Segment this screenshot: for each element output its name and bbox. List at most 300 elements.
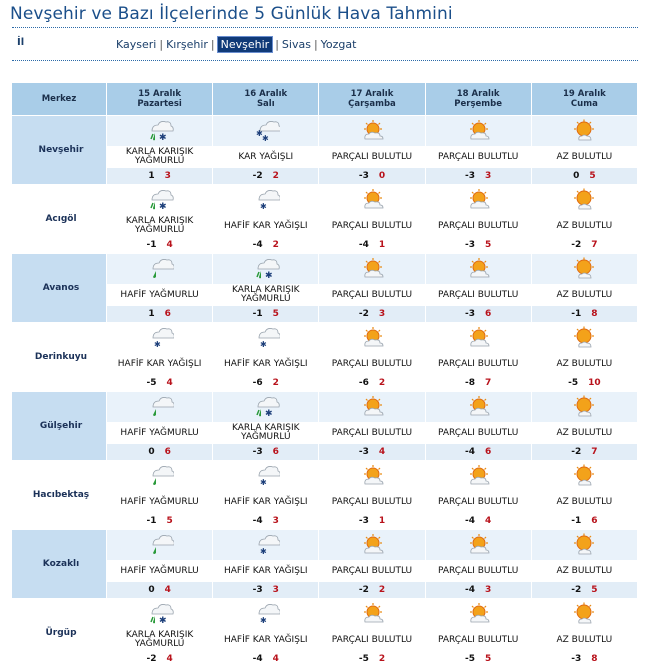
weather-icon-cell xyxy=(425,185,531,216)
weather-description: HAFİF KAR YAĞIŞLI xyxy=(213,630,319,651)
min-temperature: -3 xyxy=(252,447,263,457)
weather-description: PARÇALI BULUTLU xyxy=(425,492,531,513)
weather-description: KARLA KARIŞIK YAĞMURLU xyxy=(213,285,319,306)
max-temperature: 5 xyxy=(485,654,492,664)
mostly-sunny-icon xyxy=(570,334,598,344)
province-separator: | xyxy=(159,38,164,51)
day-weekday: Pazartesi xyxy=(137,99,182,109)
weather-description: PARÇALI BULUTLU xyxy=(319,423,425,444)
city-icon-row xyxy=(12,254,638,285)
weather-description: PARÇALI BULUTLU xyxy=(319,630,425,651)
weather-icon-cell xyxy=(425,530,531,561)
weather-description: HAFİF KAR YAĞIŞLI xyxy=(213,216,319,237)
max-temperature: 3 xyxy=(485,585,492,595)
mostly-sunny-icon xyxy=(570,472,598,482)
max-temperature: 2 xyxy=(378,378,386,388)
temperature-cell xyxy=(531,651,637,668)
min-temperature: -3 xyxy=(358,447,369,457)
temperature-cell xyxy=(425,513,531,530)
weather-icon-cell xyxy=(531,461,637,492)
weather-description: PARÇALI BULUTLU xyxy=(319,285,425,306)
svg-text:✱: ✱ xyxy=(259,202,267,211)
weather-icon-cell xyxy=(531,530,637,561)
min-temperature: 1 xyxy=(148,309,155,319)
city-name: Acıgöl xyxy=(12,185,107,254)
weather-icon-cell xyxy=(319,461,425,492)
weather-icon-cell xyxy=(107,323,213,354)
weather-icon-cell xyxy=(425,392,531,423)
province-link-1[interactable]: Kırşehir xyxy=(166,38,208,51)
weather-icon-cell xyxy=(107,392,213,423)
weather-description: PARÇALI BULUTLU xyxy=(319,354,425,375)
city-icon-row xyxy=(12,116,638,147)
max-temperature: 8 xyxy=(591,654,598,664)
partly-cloudy-icon xyxy=(358,265,386,275)
city-icon-row xyxy=(12,392,638,423)
day-header-2 xyxy=(319,83,425,116)
min-temperature: -1 xyxy=(571,309,582,319)
city-name: Kozaklı xyxy=(12,530,107,599)
min-temperature: -5 xyxy=(146,378,157,388)
temperature-cell xyxy=(531,582,637,599)
weather-description: KAR YAĞIŞLI xyxy=(213,147,319,168)
temperature-cell xyxy=(531,168,637,185)
weather-description: PARÇALI BULUTLU xyxy=(319,561,425,582)
weather-icon-cell xyxy=(107,461,213,492)
temperature-cell xyxy=(319,237,425,254)
temperature-cell xyxy=(531,513,637,530)
city-name: Nevşehir xyxy=(12,116,107,185)
min-temperature: -1 xyxy=(571,516,582,526)
temperature-cell xyxy=(107,237,213,254)
min-temperature: -4 xyxy=(465,516,476,526)
temperature-cell xyxy=(319,168,425,185)
partly-cloudy-icon xyxy=(464,196,492,206)
max-temperature: 4 xyxy=(272,654,279,664)
day-weekday: Salı xyxy=(256,99,275,109)
min-temperature: -2 xyxy=(571,585,582,595)
weather-icon-cell xyxy=(319,392,425,423)
max-temperature: 3 xyxy=(485,171,492,181)
temperature-cell xyxy=(319,513,425,530)
max-temperature: 5 xyxy=(485,240,492,250)
min-temperature: -2 xyxy=(571,447,582,457)
max-temperature: 4 xyxy=(166,240,173,250)
weather-icon-cell xyxy=(425,116,531,147)
weather-icon-cell xyxy=(319,599,425,630)
max-temperature: 4 xyxy=(164,585,171,595)
temperature-cell xyxy=(213,582,319,599)
svg-text:✱: ✱ xyxy=(259,340,267,349)
province-link-4[interactable]: Yozgat xyxy=(320,38,357,51)
weather-icon-cell xyxy=(213,530,319,561)
weather-icon-cell xyxy=(531,254,637,285)
max-temperature: 3 xyxy=(272,516,279,526)
light-snow-icon xyxy=(146,334,174,349)
weather-icon-cell xyxy=(213,254,319,285)
city-name: Derinkuyu xyxy=(12,323,107,392)
temperature-cell xyxy=(425,651,531,668)
min-temperature: -4 xyxy=(465,585,476,595)
day-date: 17 Aralık xyxy=(350,89,394,99)
weather-description: AZ BULUTLU xyxy=(531,147,637,168)
max-temperature: 7 xyxy=(591,447,598,457)
weather-description: PARÇALI BULUTLU xyxy=(425,147,531,168)
min-temperature: -4 xyxy=(358,240,369,250)
day-weekday: Cuma xyxy=(570,99,598,109)
day-weekday: Çarşamba xyxy=(348,99,396,109)
min-temperature: 0 xyxy=(148,447,155,457)
city-name: Hacıbektaş xyxy=(12,461,107,530)
temperature-cell xyxy=(107,168,213,185)
max-temperature: 4 xyxy=(166,378,173,388)
max-temperature: 6 xyxy=(164,447,171,457)
svg-text:✱: ✱ xyxy=(158,133,167,143)
partly-cloudy-icon xyxy=(464,127,492,137)
temperature-cell xyxy=(213,306,319,323)
min-temperature: 0 xyxy=(148,585,155,595)
max-temperature: 6 xyxy=(591,516,598,526)
max-temperature: 4 xyxy=(378,447,386,457)
partly-cloudy-icon xyxy=(358,196,386,206)
max-temperature: 7 xyxy=(485,378,492,388)
province-separator: | xyxy=(275,38,279,51)
min-temperature: -1 xyxy=(252,309,263,319)
forecast-table xyxy=(11,82,638,668)
weather-description: KARLA KARIŞIK YAĞMURLU xyxy=(107,147,213,168)
max-temperature: 1 xyxy=(378,516,386,526)
min-temperature: -4 xyxy=(465,447,476,457)
weather-icon-cell xyxy=(213,392,319,423)
temperature-cell xyxy=(425,306,531,323)
min-temperature: 0 xyxy=(573,171,580,181)
light-snow-icon xyxy=(252,472,280,487)
max-temperature: 1 xyxy=(378,240,386,250)
temperature-cell xyxy=(531,237,637,254)
weather-icon-cell xyxy=(531,599,637,630)
weather-description: PARÇALI BULUTLU xyxy=(319,492,425,513)
weather-description: AZ BULUTLU xyxy=(531,630,637,651)
day-header-0 xyxy=(107,83,213,116)
mostly-sunny-icon xyxy=(570,403,598,413)
max-temperature: 5 xyxy=(591,585,598,595)
max-temperature: 8 xyxy=(591,309,598,319)
temperature-cell xyxy=(531,306,637,323)
temperature-cell xyxy=(319,444,425,461)
temperature-cell xyxy=(319,651,425,668)
temperature-cell xyxy=(319,306,425,323)
day-date: 15 Aralık xyxy=(138,89,181,99)
weather-description: AZ BULUTLU xyxy=(531,561,637,582)
sleet-icon xyxy=(252,403,280,419)
province-link-3[interactable]: Sivas xyxy=(281,38,311,51)
day-date: 19 Aralık xyxy=(562,89,606,99)
partly-cloudy-icon xyxy=(358,610,386,620)
temperature-cell xyxy=(107,513,213,530)
temperature-cell xyxy=(425,375,531,392)
weather-description: PARÇALI BULUTLU xyxy=(425,423,531,444)
temperature-cell xyxy=(213,513,319,530)
svg-text:✱: ✱ xyxy=(158,202,167,212)
weather-description: AZ BULUTLU xyxy=(531,492,637,513)
max-temperature: 5 xyxy=(272,309,279,319)
province-separator: | xyxy=(210,38,215,51)
svg-text:✱: ✱ xyxy=(255,129,263,138)
weather-description: PARÇALI BULUTLU xyxy=(425,216,531,237)
light-snow-icon xyxy=(252,610,280,625)
mostly-sunny-icon xyxy=(570,127,598,137)
min-temperature: -5 xyxy=(568,378,579,388)
partly-cloudy-icon xyxy=(464,541,492,551)
light-rain-icon xyxy=(146,403,174,413)
weather-description: KARLA KARIŞIK YAĞMURLU xyxy=(107,216,213,237)
weather-description: PARÇALI BULUTLU xyxy=(319,147,425,168)
day-weekday: Perşembe xyxy=(454,99,503,109)
weather-icon-cell xyxy=(425,461,531,492)
temperature-cell xyxy=(319,582,425,599)
weather-icon-cell xyxy=(107,254,213,285)
city-icon-row xyxy=(12,599,638,630)
partly-cloudy-icon xyxy=(464,403,492,413)
partly-cloudy-icon xyxy=(358,334,386,344)
max-temperature: 6 xyxy=(485,309,492,319)
max-temperature: 2 xyxy=(272,240,279,250)
temperature-cell xyxy=(531,375,637,392)
min-temperature: -8 xyxy=(465,378,476,388)
city-icon-row xyxy=(12,185,638,216)
max-temperature: 10 xyxy=(588,378,601,388)
weather-icon-cell xyxy=(213,185,319,216)
svg-text:✱: ✱ xyxy=(259,616,267,625)
weather-description: AZ BULUTLU xyxy=(531,354,637,375)
temperature-cell xyxy=(425,582,531,599)
min-temperature: -3 xyxy=(358,516,369,526)
weather-icon-cell xyxy=(425,323,531,354)
max-temperature: 4 xyxy=(166,654,173,664)
day-date: 16 Aralık xyxy=(244,89,288,99)
weather-icon-cell xyxy=(107,530,213,561)
partly-cloudy-icon xyxy=(464,334,492,344)
day-header-4 xyxy=(531,83,637,116)
svg-text:✱: ✱ xyxy=(153,340,161,349)
temperature-cell xyxy=(531,444,637,461)
partly-cloudy-icon xyxy=(358,472,386,482)
weather-description: HAFİF KAR YAĞIŞLI xyxy=(213,354,319,375)
temperature-cell xyxy=(107,375,213,392)
svg-text:✱: ✱ xyxy=(259,547,267,556)
sleet-icon xyxy=(252,265,280,281)
max-temperature: 5 xyxy=(589,171,596,181)
max-temperature: 3 xyxy=(164,171,171,181)
province-nav xyxy=(116,38,356,51)
snow-icon xyxy=(252,127,280,143)
min-temperature: -3 xyxy=(571,654,582,664)
temperature-cell xyxy=(213,651,319,668)
temperature-cell xyxy=(425,237,531,254)
weather-description: AZ BULUTLU xyxy=(531,216,637,237)
mostly-sunny-icon xyxy=(570,265,598,275)
table-header-row xyxy=(12,83,638,116)
min-temperature: -3 xyxy=(465,309,476,319)
light-snow-icon xyxy=(252,196,280,211)
min-temperature: -2 xyxy=(358,309,369,319)
temperature-cell xyxy=(107,582,213,599)
title-divider xyxy=(12,27,638,28)
min-temperature: -3 xyxy=(465,240,476,250)
max-temperature: 2 xyxy=(272,171,279,181)
weather-description: PARÇALI BULUTLU xyxy=(425,630,531,651)
weather-description: HAFİF YAĞMURLU xyxy=(107,492,213,513)
min-temperature: -2 xyxy=(358,585,369,595)
city-icon-row xyxy=(12,323,638,354)
min-temperature: -3 xyxy=(358,171,369,181)
min-temperature: -2 xyxy=(146,654,157,664)
min-temperature: -4 xyxy=(252,240,263,250)
city-icon-row xyxy=(12,461,638,492)
temperature-cell xyxy=(213,444,319,461)
day-header-3 xyxy=(425,83,531,116)
light-snow-icon xyxy=(252,541,280,556)
province-link-2[interactable]: Nevşehir xyxy=(218,37,273,52)
svg-text:✱: ✱ xyxy=(261,134,269,143)
weather-icon-cell xyxy=(425,254,531,285)
weather-icon-cell xyxy=(107,116,213,147)
weather-icon-cell xyxy=(319,254,425,285)
min-temperature: -1 xyxy=(146,240,157,250)
partly-cloudy-icon xyxy=(358,541,386,551)
light-snow-icon xyxy=(252,334,280,349)
weather-description: HAFİF KAR YAĞIŞLI xyxy=(213,561,319,582)
temperature-cell xyxy=(425,168,531,185)
temperature-cell xyxy=(107,306,213,323)
weather-description: HAFİF KAR YAĞIŞLI xyxy=(107,354,213,375)
weather-icon-cell xyxy=(319,116,425,147)
temperature-cell xyxy=(213,237,319,254)
temperature-cell xyxy=(107,651,213,668)
weather-description: HAFİF YAĞMURLU xyxy=(107,285,213,306)
day-date: 18 Aralık xyxy=(456,89,500,99)
temperature-cell xyxy=(213,375,319,392)
max-temperature: 6 xyxy=(485,447,492,457)
min-temperature: -3 xyxy=(465,171,476,181)
partly-cloudy-icon xyxy=(464,610,492,620)
weather-icon-cell xyxy=(107,185,213,216)
max-temperature: 4 xyxy=(485,516,492,526)
partly-cloudy-icon xyxy=(464,472,492,482)
weather-icon-cell xyxy=(531,185,637,216)
partly-cloudy-icon xyxy=(464,265,492,275)
min-temperature: -2 xyxy=(571,240,582,250)
province-separator: | xyxy=(313,38,318,51)
max-temperature: 5 xyxy=(166,516,173,526)
city-name: Avanos xyxy=(12,254,107,323)
province-link-0[interactable]: Kayseri xyxy=(116,38,157,51)
mostly-sunny-icon xyxy=(570,541,598,551)
weather-icon-cell xyxy=(531,323,637,354)
min-temperature: -6 xyxy=(252,378,263,388)
min-temperature: -5 xyxy=(358,654,369,664)
weather-icon-cell xyxy=(425,599,531,630)
max-temperature: 3 xyxy=(378,309,386,319)
temperature-cell xyxy=(213,168,319,185)
min-temperature: -1 xyxy=(146,516,157,526)
weather-icon-cell xyxy=(213,116,319,147)
weather-icon-cell xyxy=(531,392,637,423)
weather-description: KARLA KARIŞIK YAĞMURLU xyxy=(107,630,213,651)
weather-description: AZ BULUTLU xyxy=(531,285,637,306)
light-rain-icon xyxy=(146,472,174,482)
weather-icon-cell xyxy=(213,461,319,492)
max-temperature: 2 xyxy=(378,585,386,595)
min-temperature: -4 xyxy=(252,654,263,664)
weather-icon-cell xyxy=(319,530,425,561)
weather-description: AZ BULUTLU xyxy=(531,423,637,444)
weather-icon-cell xyxy=(213,323,319,354)
sleet-icon xyxy=(146,196,174,212)
weather-icon-cell xyxy=(319,185,425,216)
nav-divider xyxy=(12,60,638,61)
mostly-sunny-icon xyxy=(570,610,598,620)
max-temperature: 7 xyxy=(591,240,598,250)
partly-cloudy-icon xyxy=(358,403,386,413)
max-temperature: 2 xyxy=(272,378,279,388)
weather-description: HAFİF YAĞMURLU xyxy=(107,423,213,444)
temperature-cell xyxy=(319,375,425,392)
il-label: İl xyxy=(17,37,25,48)
min-temperature: -2 xyxy=(252,171,263,181)
max-temperature: 6 xyxy=(164,309,171,319)
svg-text:✱: ✱ xyxy=(264,409,273,419)
weather-description: PARÇALI BULUTLU xyxy=(319,216,425,237)
merkez-header: Merkez xyxy=(12,83,107,116)
weather-description: HAFİF KAR YAĞIŞLI xyxy=(213,492,319,513)
page-title: Nevşehir ve Bazı İlçelerinde 5 Günlük Hava Tahmini xyxy=(10,4,453,24)
sleet-icon xyxy=(146,127,174,143)
light-rain-icon xyxy=(146,541,174,551)
svg-text:✱: ✱ xyxy=(259,478,267,487)
min-temperature: -3 xyxy=(252,585,263,595)
weather-icon-cell xyxy=(531,116,637,147)
city-icon-row xyxy=(12,530,638,561)
weather-description: PARÇALI BULUTLU xyxy=(425,285,531,306)
weather-description: PARÇALI BULUTLU xyxy=(425,354,531,375)
svg-text:✱: ✱ xyxy=(264,271,273,281)
weather-description: HAFİF YAĞMURLU xyxy=(107,561,213,582)
max-temperature: 2 xyxy=(378,654,386,664)
light-rain-icon xyxy=(146,265,174,275)
day-header-1 xyxy=(213,83,319,116)
min-temperature: -6 xyxy=(358,378,369,388)
max-temperature: 6 xyxy=(272,447,279,457)
partly-cloudy-icon xyxy=(358,127,386,137)
weather-icon-cell xyxy=(319,323,425,354)
min-temperature: 1 xyxy=(148,171,155,181)
max-temperature: 0 xyxy=(378,171,386,181)
weather-description: PARÇALI BULUTLU xyxy=(425,561,531,582)
weather-icon-cell xyxy=(213,599,319,630)
weather-description: KARLA KARIŞIK YAĞMURLU xyxy=(213,423,319,444)
sleet-icon xyxy=(146,610,174,626)
city-name: Ürgüp xyxy=(12,599,107,668)
svg-text:✱: ✱ xyxy=(158,616,167,626)
mostly-sunny-icon xyxy=(570,196,598,206)
min-temperature: -4 xyxy=(252,516,263,526)
temperature-cell xyxy=(425,444,531,461)
min-temperature: -5 xyxy=(465,654,476,664)
city-name: Gülşehir xyxy=(12,392,107,461)
weather-icon-cell xyxy=(107,599,213,630)
temperature-cell xyxy=(107,444,213,461)
